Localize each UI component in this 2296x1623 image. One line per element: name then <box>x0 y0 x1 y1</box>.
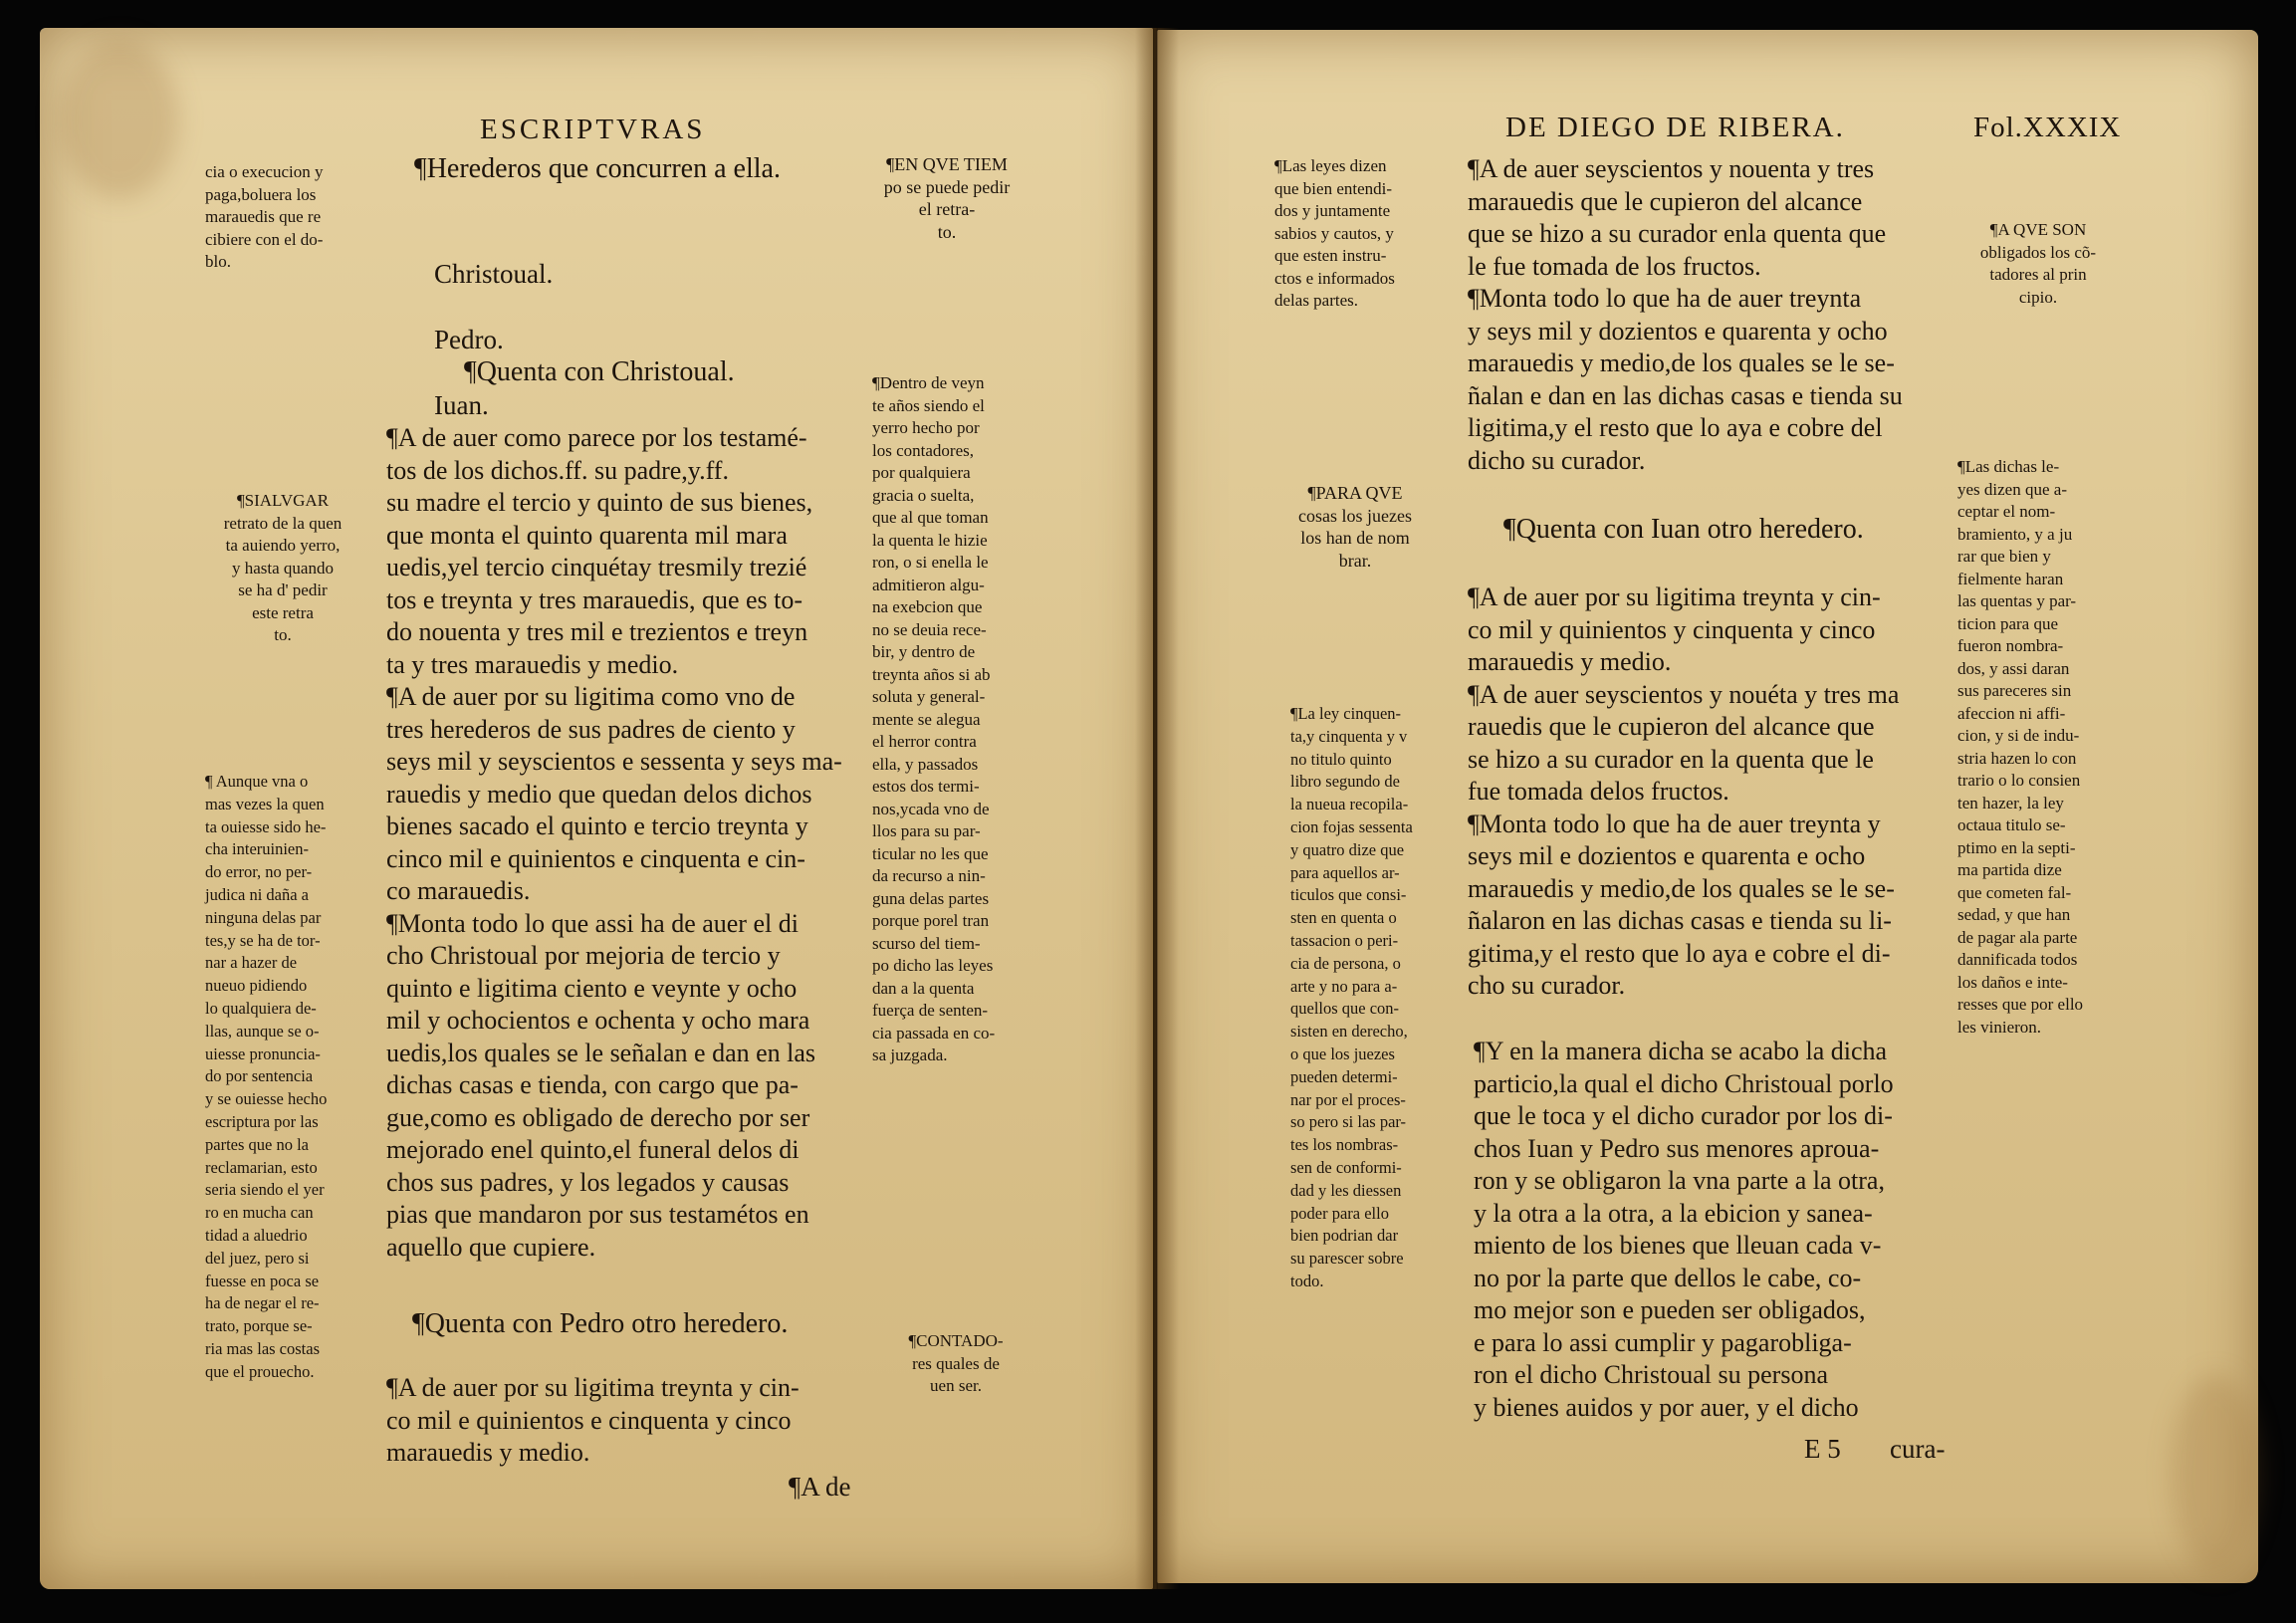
heir-name: Pedro. <box>434 325 504 354</box>
quenta-pedro-heading: ¶Quenta con Pedro otro heredero. <box>412 1308 789 1339</box>
left-margin-note-3: ¶ Aunque vna o mas vezes la quen ta ouiesse sido he- cha interuinien- do error, no per- judica ni daña a ninguna delas par tes,y se ha de tor- nar a hazer de nueuo pidiendo lo qualquiera de- llas, aunque se o- uiesse pronuncia- do por sentencia y se ouiesse hecho escriptura por las partes que no la reclamarian, esto seria siendo el yer ro en mucha can tidad a aluedrio del juez, pero si fuesse en poca se ha de negar el re- trato, porque se- ria mas las costas que el prouecho. <box>205 772 328 1381</box>
inner-margin-note-2: ¶Dentro de veyn te años siendo el yerro hecho por los contadores, por qualquiera gracia o suelta, que al que toman la quenta le hizie ron, o si enella le admitieron algu- na exebcion que no se deuia rece- bir, y dentro de treynta años si ab soluta y general- mente se alegua el herror contra ella, y passados estos dos termi- nos,ycada vno de llos para su par- ticular no les que da recurso a nin- guna delas partes porque porel tran scurso del tiem- po dicho las leyes dan a la quenta fuerça de senten- cia passada en co- sa juzgada. <box>872 373 996 1064</box>
inner-margin-note-3: ¶CONTADO- res quales de uen ser. <box>908 1331 1004 1395</box>
right-margin-note-2: ¶PARA QVE cosas los juezes los han de nom brar. <box>1298 483 1412 571</box>
left-catchword: ¶A de <box>789 1472 851 1502</box>
inner-margin-note-1: ¶EN QVE TIEM po se puede pedir el retra- to. <box>883 154 1011 242</box>
outer-margin-note-1: ¶A QVE SON obligados los cõ- tadores al prin cipio. <box>1979 220 2097 307</box>
heir-name: Christoual. <box>434 259 554 289</box>
folio-number: Fol.XXXIX <box>1973 112 2122 143</box>
left-running-head: ESCRIPTVRAS <box>480 114 706 145</box>
right-text-top: ¶A de auer seyscientos y nouenta y tres marauedis que le cupieron del alcance que se hizo a su curador enla quenta que le fue tomada de los fructos. ¶Monta todo lo que ha de auer treynta y seys mil y dozientos e quarenta y ocho marauedis y medio,de los quales se le se- ñalan e dan en las dichas casas e tienda su ligitima,y el resto que lo aya e cobre del dicho su curador. <box>1468 154 1903 475</box>
right-margin-note-1: ¶Las leyes dizen que bien entendi- dos y juntamente sabios y cautos, y que esten instru- ctos e informados delas partes. <box>1274 156 1395 310</box>
paper-stain <box>2171 1374 2260 1573</box>
left-margin-note-2: ¶SIALVGAR retrato de la quen ta auiendo yerro, y hasta quando se ha d' pedir este retra to. <box>223 491 343 644</box>
outer-margin-note-2: ¶Las dichas le- yes dizen que a- ceptar el nom- bramiento, y a ju rar que bien y fielmente haran las quentas y par- ticion para que fueron nombra- dos, y assi daran sus pareceres sin afeccion ni affi- cion, y si de indu- stria hazen lo con trario o lo consien ten hazer, la ley octaua titulo se- ptimo en la septi- ma partida dize que cometen fal- sedad, y que han de pagar ala parte dannificada todos los daños e inte- resses que por ello les vinieron. <box>1957 457 2084 1037</box>
heirs-list <box>434 225 553 455</box>
closing-text: ¶Y en la manera dicha se acabo la dicha particio,la qual el dicho Christoual porlo que le toca y el dicho curador por los di- chos Iuan y Pedro sus menores aproua- ron y se obligaron la vna parte a la otra, y la otra a la otra, a la ebicion y sanea- miento de los bienes que lleuan cada v- no por la parte que dellos le cabe, co- mo mejor son e pueden ser obligados, e para lo assi cumplir y pagarobliga- ron el dicho Christoual su persona y bienes auidos y por auer, y el dicho <box>1474 1037 1894 1422</box>
heirs-heading: ¶Herederos que concurren a ella. <box>414 153 781 184</box>
quenta-cristoual-text: ¶A de auer como parece por los testamé- tos de los dichos.ff. su padre,y.ff. su madre el tercio y quinto de sus bienes, que monta el quinto quarenta mil mara uedis,yel tercio cinquétay tresmily trezié tos e treynta y tres marauedis, que es to- do nouenta y tres mil e trezientos e treyn ta y tres marauedis y medio. ¶A de auer por su ligitima como vno de tres herederos de sus padres de ciento y seys mil y seyscientos e sessenta y seys ma- rauedis y medio que quedan delos dichos bienes sacado el quinto e tercio treynta y cinco mil e quinientos e cinquenta e cin- co marauedis. ¶Monta todo lo que assi ha de auer el di cho Christoual por mejoria de tercio y quinto e ligitima ciento e veynte y ocho mil y ochocientos e ochenta y ocho mara uedis,los quales se le señalan e dan en las dichas casas e tienda, con cargo que pa- gue,como es obligado de derecho por ser mejorado enel quinto,el funeral delos di chos sus padres, y los legados y causas pias que mandaron por sus testamétos en aquello que cupiere. <box>386 423 842 1262</box>
quenta-iuan-text: ¶A de auer por su ligitima treynta y cin- co mil y quinientos y cinquenta y cinco marauedis y medio. ¶A de auer seyscientos y nouéta y tres ma rauedis que le cupieron del alcance que se hizo a su curador en la quenta que le fue tomada delos fructos. ¶Monta todo lo que ha de auer treynta y seys mil e dozientos e quarenta e ocho marauedis y medio,de los quales se le se- ñalaron en las dichas casas e tienda su li- gitima,y el resto que lo aya e cobre el di- cho su curador. <box>1468 582 1900 1000</box>
paper-stain <box>60 40 179 199</box>
right-margin-note-3: ¶La ley cinquen- ta,y cinquenta y v no titulo quinto libro segundo de la nueua recopila- cion fojas sessenta y quatro dize que para aquellos ar- ticulos que consi- sten en quenta o tassacion o peri- cia de persona, o arte y no para a- quellos que con- sisten en derecho, o que los juezes pueden determi- nar por el proces- so pero si las par- tes los nombras- sen de conformi- dad y les diessen poder para ello bien podrian dar su parescer sobre todo. <box>1290 704 1413 1290</box>
heir-name: Iuan. <box>434 390 489 420</box>
right-running-head: DE DIEGO DE RIBERA. <box>1505 112 1845 143</box>
signature-mark: E 5 <box>1804 1434 1841 1464</box>
right-catchword: cura- <box>1890 1434 1946 1464</box>
quenta-iuan-heading: ¶Quenta con Iuan otro heredero. <box>1503 514 1864 545</box>
quenta-cristoual-heading: ¶Quenta con Christoual. <box>464 356 735 387</box>
book-gutter <box>1135 28 1179 1589</box>
left-margin-note-1: cia o execucion y paga,boluera los marauedis que re cibiere con el do- blo. <box>205 162 324 271</box>
quenta-pedro-text: ¶A de auer por su ligitima treynta y cin- co mil e quinientos e cinquenta y cinco marauedis y medio. <box>386 1373 800 1467</box>
